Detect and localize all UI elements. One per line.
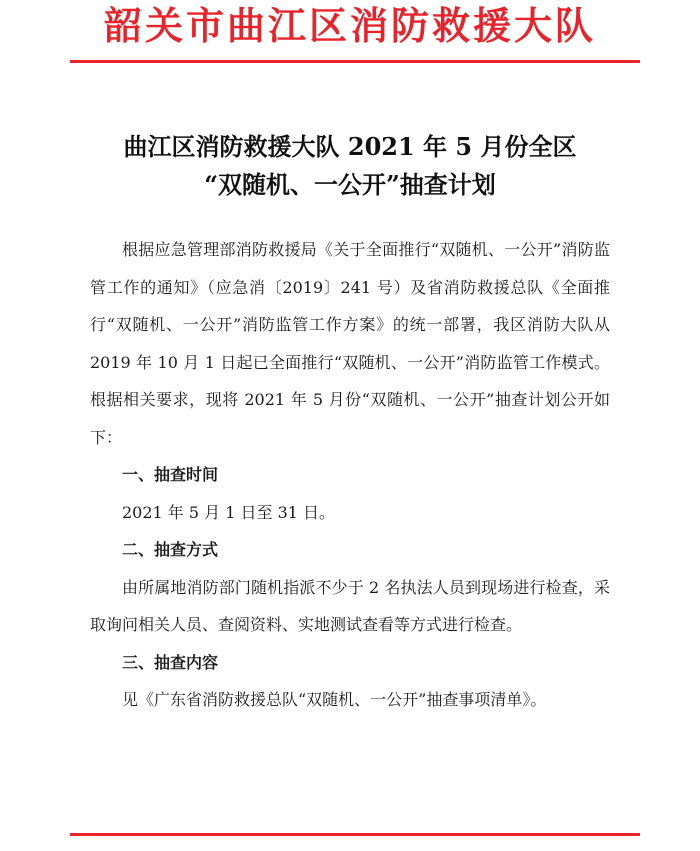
- footer-divider: [70, 833, 640, 836]
- document-title-line-1: 曲江区消防救援大队 2021 年 5 月份全区: [123, 132, 577, 161]
- section-text-content: 见《广东省消防救援总队“双随机、一公开”抽查事项清单》。: [122, 690, 547, 709]
- intro-paragraph: 根据应急管理部消防救援局《关于全面推行“双随机、一公开”消防监管工作的通知》（应急消〔2019〕241 号）及省消防救援总队《全面推行“双随机、一公开”消防监管工作方案》的统一部署，我区消防大队从 2019 年 10 月 1 日起已全面推行“双随机、一公开”消防监管工作模式。根据相关要求，现将 2021 年 5 月份“双随机、一公开”抽查计划公开如下：: [90, 240, 610, 447]
- masthead-divider: [70, 60, 640, 63]
- section-text-time: 2021 年 5 月 1 日至 31 日。: [122, 502, 336, 522]
- document-masthead: 韶关市曲江区消防救援大队: [103, 3, 596, 48]
- section-heading-time: 一、抽查时间: [122, 465, 219, 484]
- document-body: [90, 231, 610, 719]
- section-heading-method: 二、抽查方式: [122, 540, 219, 559]
- document-title-line-2: “双随机、一公开”抽查计划: [204, 170, 496, 199]
- section-text-method: 由所属地消防部门随机指派不少于 2 名执法人员到现场进行检查，采取询问相关人员、查阅资料、实地测试查看等方式进行检查。: [90, 577, 610, 634]
- section-heading-content: 三、抽查内容: [122, 652, 219, 672]
